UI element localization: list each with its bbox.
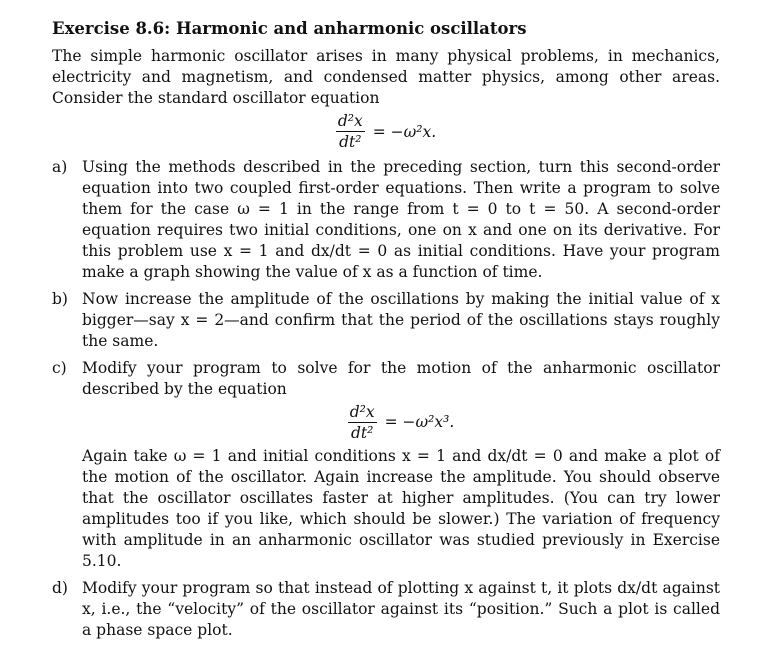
- equation-anharmonic: [82, 403, 720, 442]
- exercise-page: [52, 18, 720, 647]
- part-text-after: Again take ω = 1 and initial conditions x = 1 and dx/dt = 0 and make a plot of the motion of the oscillator. Again increase the amplitude. You should observe that the oscillator oscillates faster at higher amplitudes. (You can try lower amplitudes too if you like, which should be slower.) The variation of frequency with amplitude in an anharmonic oscillator was studied previously in Exercise 5.10.: [82, 447, 720, 570]
- equation-rhs: = −ω²x³.: [384, 413, 455, 431]
- equation-harmonic: [52, 112, 720, 151]
- part-label: c): [52, 359, 67, 377]
- equation-numerator: d²x: [349, 403, 375, 421]
- part-c: [52, 358, 720, 572]
- part-b: [52, 289, 720, 352]
- part-label: d): [52, 579, 68, 597]
- part-label: b): [52, 290, 68, 308]
- exercise-parts-list: [52, 157, 720, 641]
- part-text: Now increase the amplitude of the oscillations by making the initial value of x bigger—say x = 2—and confirm that the period of the oscillations stays roughly the same.: [82, 290, 720, 350]
- part-text: Using the methods described in the preceding section, turn this second-order equation into two coupled first-order equations. Then write a program to solve them for the case ω = 1 in the range from t = 0 to t = 50. A second-order equation requires two initial conditions, one on x and one on its derivative. For this problem use x = 1 and dx/dt = 0 as initial conditions. Have your program make a graph showing the value of x as a function of time.: [82, 158, 720, 281]
- part-text: Modify your program so that instead of plotting x against t, it plots dx/dt against x, i.e., the “velocity” of the oscillator against its “position.” Such a plot is called a phase space plot.: [82, 579, 720, 639]
- equation-harmonic-fraction: [336, 112, 365, 151]
- equation-numerator: d²x: [337, 112, 363, 130]
- equation-denominator: dt²: [350, 424, 374, 442]
- equation-denominator: dt²: [339, 133, 362, 151]
- part-d: [52, 578, 720, 641]
- part-text-before: Modify your program to solve for the motion of the anharmonic oscillator described by the equation: [82, 359, 720, 398]
- part-a: [52, 157, 720, 283]
- equation-anharmonic-fraction: [348, 403, 377, 442]
- equation-rhs: = −ω²x.: [372, 122, 437, 141]
- intro-paragraph: The simple harmonic oscillator arises in many physical problems, in mechanics, electricity and magnetism, and condensed matter physics, among other areas. Consider the standard oscillator equation: [52, 47, 720, 107]
- part-label: a): [52, 158, 68, 176]
- exercise-title: Exercise 8.6: Harmonic and anharmonic oscillators: [52, 19, 527, 38]
